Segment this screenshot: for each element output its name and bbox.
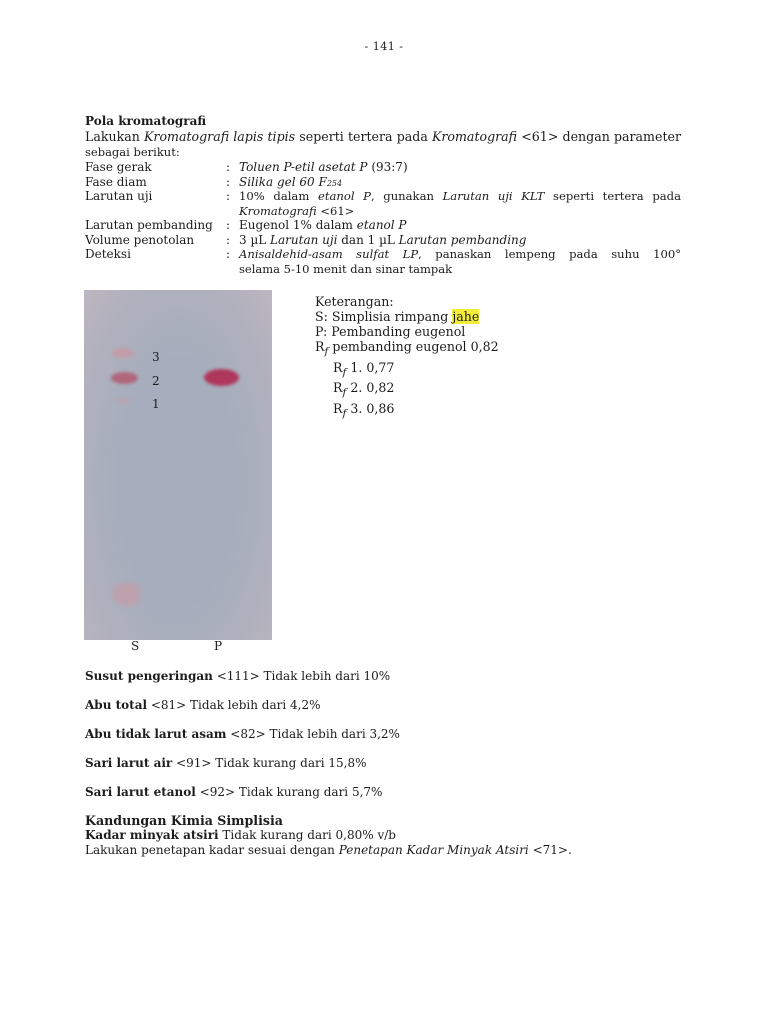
spec-label: Abu tidak larut asam xyxy=(85,727,227,741)
rf-subscript: f xyxy=(342,407,347,420)
param-separator: : xyxy=(226,160,231,174)
param-value-em: Larutan uji xyxy=(270,233,338,247)
param-row-fase-gerak xyxy=(85,160,681,174)
param-value-em: Kromatografi xyxy=(239,204,317,218)
param-value-text: 10% dalam xyxy=(239,189,318,203)
spec-abu-tidak-larut-asam xyxy=(85,727,400,741)
spec-value: <92> Tidak kurang dari 5,7% xyxy=(195,785,383,799)
rf-subscript: f xyxy=(324,345,329,358)
sample-spot-1 xyxy=(116,398,132,404)
param-value-text: , panaskan lempeng pada suhu 100° xyxy=(418,247,681,261)
spec-value: <82> Tidak lebih dari 3,2% xyxy=(226,727,400,741)
spec-value: <111> Tidak lebih dari 10% xyxy=(212,669,391,683)
param-value xyxy=(239,218,681,232)
intro-method-term: Kromatografi lapis tipis xyxy=(144,129,296,144)
kandungan-title: Kandungan Kimia Simplisia xyxy=(85,813,283,828)
rf-symbol: R xyxy=(315,339,325,354)
rf-value: 1. 0,77 xyxy=(346,359,395,375)
param-label: Fase gerak xyxy=(85,160,152,174)
param-value-continuation: selama 5-10 menit dan sinar tampak xyxy=(239,262,453,276)
kadar-minyak-atsiri xyxy=(85,828,396,842)
band-label-3: 3 xyxy=(152,350,160,364)
legend-item-rf-reference xyxy=(315,339,499,360)
lane-label-p: P xyxy=(214,639,223,653)
param-value-em: etanol P xyxy=(317,189,371,203)
param-row-larutan-pembanding xyxy=(85,218,681,232)
legend-text: pembanding eugenol 0,82 xyxy=(328,339,499,354)
param-value-em: etanol P xyxy=(356,218,407,232)
param-value-subscript: 254 xyxy=(326,179,343,188)
intro-method-ref: Kromatografi xyxy=(431,129,518,144)
rf-symbol: R xyxy=(333,400,343,416)
spec-label: Susut pengeringan xyxy=(85,669,213,683)
rf-symbol: R xyxy=(333,359,343,375)
param-value xyxy=(239,247,681,261)
spec-value: <81> Tidak lebih dari 4,2% xyxy=(147,698,321,712)
legend-highlight: jahe xyxy=(452,309,480,324)
param-label: Larutan pembanding xyxy=(85,218,213,232)
param-value-text: , gunakan xyxy=(370,189,443,203)
legend-title: Keterangan: xyxy=(315,294,394,309)
legend-text: S: Simplisia rimpang xyxy=(315,309,453,324)
reference-spot xyxy=(204,369,239,386)
param-separator: : xyxy=(226,247,231,261)
spec-label: Sari larut etanol xyxy=(85,785,196,799)
param-label: Larutan uji xyxy=(85,189,153,203)
legend-item-rf-1 xyxy=(315,360,499,381)
spec-label: Sari larut air xyxy=(85,756,173,770)
intro-text: <61> dengan parameter xyxy=(517,129,681,144)
section-title: Pola kromatografi xyxy=(85,114,207,128)
intro-text: seperti tertera pada xyxy=(295,129,432,144)
param-value-em: Toluen P-etil asetat P xyxy=(239,160,368,174)
penetapan-text: <71>. xyxy=(528,843,572,857)
param-separator: : xyxy=(226,233,231,247)
rf-value: 3. 0,86 xyxy=(346,400,395,416)
param-value-em: Silika gel 60 F xyxy=(239,175,327,189)
tlc-plate-image xyxy=(84,290,272,640)
param-label: Volume penotolan xyxy=(85,233,195,247)
sample-spot-3 xyxy=(112,348,134,358)
param-separator: : xyxy=(226,218,231,232)
penetapan-text: Lakukan penetapan kadar sesuai dengan xyxy=(85,843,339,857)
param-value-text: (93:7) xyxy=(367,160,408,174)
intro-text: Lakukan xyxy=(85,129,145,144)
param-value-text: dan 1 µL xyxy=(337,233,399,247)
param-value-text: seperti tertera pada xyxy=(544,189,681,203)
penetapan-instruction xyxy=(85,843,572,857)
param-label: Fase diam xyxy=(85,175,147,189)
param-value-text: Eugenol 1% dalam xyxy=(239,218,357,232)
param-label: Deteksi xyxy=(85,247,131,261)
param-value xyxy=(239,233,681,247)
spec-sari-larut-air xyxy=(85,756,367,770)
penetapan-method: Penetapan Kadar Minyak Atsiri xyxy=(338,843,529,857)
param-value-continuation xyxy=(239,204,354,218)
rf-subscript: f xyxy=(342,386,347,399)
page-number: - 141 - xyxy=(364,40,404,53)
rf-subscript: f xyxy=(342,366,347,379)
lane-label-s: S xyxy=(131,639,140,653)
legend-item-rf-2 xyxy=(315,380,499,401)
param-value-text: <61> xyxy=(316,204,355,218)
spec-susut-pengeringan xyxy=(85,669,390,683)
param-value xyxy=(239,189,681,203)
origin-spot xyxy=(113,582,141,606)
param-row-volume-penotolan xyxy=(85,233,681,247)
spec-sari-larut-etanol xyxy=(85,785,382,799)
param-value-em: Larutan uji KLT xyxy=(442,189,545,203)
intro-paragraph-line xyxy=(85,129,681,144)
legend-item-rf-3 xyxy=(315,401,499,422)
param-row-larutan-uji xyxy=(85,189,681,203)
band-label-2: 2 xyxy=(152,374,160,388)
param-value xyxy=(239,175,681,189)
band-label-1: 1 xyxy=(152,397,160,411)
legend-item-p: P: Pembanding eugenol xyxy=(315,324,466,339)
param-value xyxy=(239,160,681,174)
spec-value: <91> Tidak kurang dari 15,8% xyxy=(172,756,367,770)
rf-symbol: R xyxy=(333,380,343,396)
spec-abu-total xyxy=(85,698,321,712)
param-value-em: Larutan pembanding xyxy=(398,233,527,247)
sample-spot-2 xyxy=(111,372,138,384)
param-value-em: Anisaldehid-asam sulfat LP xyxy=(239,247,419,261)
intro-paragraph-line: sebagai berikut: xyxy=(85,145,180,159)
figure-legend xyxy=(315,294,499,421)
param-separator: : xyxy=(226,175,231,189)
param-row-deteksi xyxy=(85,247,681,261)
kadar-value: Tidak kurang dari 0,80% v/b xyxy=(218,828,396,842)
param-separator: : xyxy=(226,189,231,203)
kadar-label: Kadar minyak atsiri xyxy=(85,828,219,842)
param-row-fase-diam xyxy=(85,175,681,189)
legend-item-s xyxy=(315,309,499,324)
spec-label: Abu total xyxy=(85,698,148,712)
rf-value: 2. 0,82 xyxy=(346,380,395,396)
param-value-text: 3 µL xyxy=(239,233,271,247)
